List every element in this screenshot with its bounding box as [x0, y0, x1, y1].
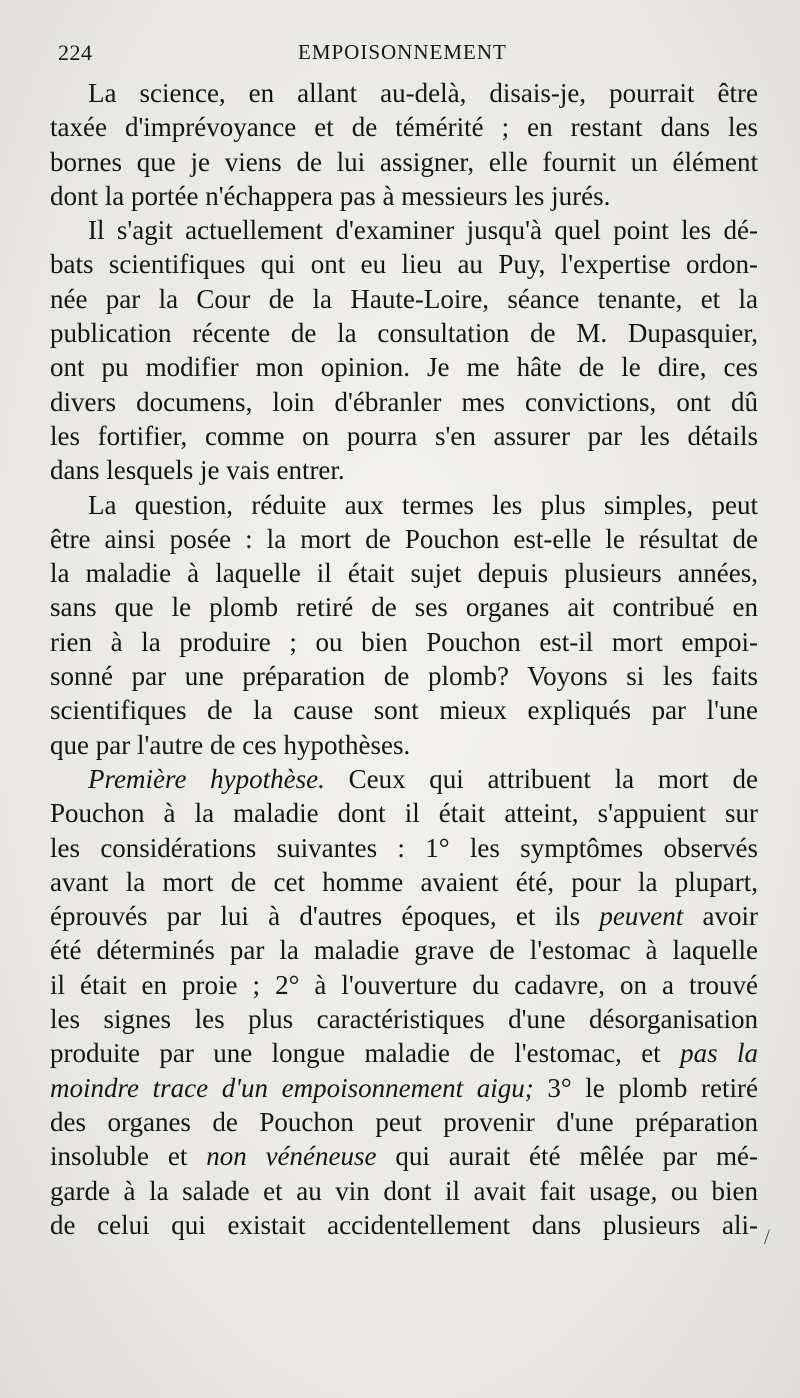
text-line: être ainsi posée : la mort de Pouchon est-elle le résultat de — [50, 523, 758, 554]
text-line: la maladie à laquelle il était sujet depuis plusieurs années, — [50, 558, 758, 589]
text-line: les considérations suivantes : 1° les symptômes observés — [50, 832, 758, 863]
text-fragment: avoir — [702, 901, 759, 932]
text-line: née par la Cour de la Haute-Loire, séance tenante, et la — [50, 283, 758, 314]
text-line: publication récente de la consultation de M. Dupasquier, — [50, 318, 758, 349]
text-fragment: produite par une longue maladie de l'estomac, et — [50, 1038, 661, 1069]
text-line — [50, 762, 758, 796]
text-line — [50, 899, 758, 933]
text-line: scientifiques de la cause sont mieux expliqués par l'une — [50, 695, 758, 726]
text-line: des organes de Pouchon peut provenir d'une préparation — [50, 1106, 758, 1137]
text-line: de celui qui existait accidentellement dans plusieurs ali- — [50, 1209, 758, 1240]
text-line: bornes que je viens de lui assigner, elle fournit un élément — [50, 146, 758, 177]
text-line: divers documens, loin d'ébranler mes convictions, ont dû — [50, 386, 758, 417]
text-line: les fortifier, comme on pourra s'en assurer par les détails — [50, 420, 758, 451]
running-head — [58, 40, 760, 70]
text-line: bats scientifiques qui ont eu lieu au Puy, l'expertise ordon- — [50, 249, 758, 280]
text-line: ont pu modifier mon opinion. Je me hâte de le dire, ces — [50, 352, 758, 383]
text-line: dans lesquels je vais entrer. — [50, 455, 345, 486]
text-line: que par l'autre de ces hypothèses. — [50, 729, 411, 760]
text-fragment: Ceux qui attribuent la mort de — [348, 763, 758, 794]
text-line: La science, en allant au-delà, disais-je, pourrait être — [88, 78, 758, 108]
text-fragment: qui aurait été mêlée par mé- — [395, 1141, 758, 1172]
text-line: La question, réduite aux termes les plus simples, peut — [88, 489, 758, 520]
text-line — [50, 1071, 758, 1105]
margin-mark: / — [763, 1224, 770, 1249]
text-line: avant la mort de cet homme avaient été, pour la plupart, — [50, 866, 758, 897]
emphasis-text: moindre trace d'un empoisonnement aigu; — [50, 1072, 534, 1103]
body-text — [50, 76, 758, 1242]
text-line: dont la portée n'échappera pas à messieurs les jurés. — [50, 180, 611, 211]
text-line: Il s'agit actuellement d'examiner jusqu'à quel point les dé- — [88, 215, 758, 246]
emphasis-text: peuvent — [599, 901, 684, 932]
text-line: Pouchon à la maladie dont il était atteint, s'appuient sur — [50, 798, 758, 829]
text-fragment: insoluble et — [50, 1141, 188, 1172]
emphasis-text: pas la — [680, 1038, 758, 1069]
section-heading: Première hypothèse. — [88, 763, 325, 794]
text-line: sans que le plomb retiré de ses organes ait contribué en — [50, 592, 758, 623]
text-line — [50, 1139, 758, 1173]
text-line — [50, 1036, 758, 1070]
text-line: sonné par une préparation de plomb? Voyons si les faits — [50, 661, 758, 692]
text-line: été déterminés par la maladie grave de l'estomac à laquelle — [50, 935, 758, 966]
text-line: les signes les plus caractéristiques d'une désorganisation — [50, 1004, 758, 1035]
running-title: EMPOISONNEMENT — [298, 40, 507, 64]
emphasis-text: non vénéneuse — [206, 1141, 377, 1172]
text-line: rien à la produire ; ou bien Pouchon est-il mort empoi- — [50, 626, 758, 657]
text-line: taxée d'imprévoyance et de témérité ; en restant dans les — [50, 112, 758, 143]
text-fragment: éprouvés par lui à d'autres époques, et ils — [50, 901, 581, 932]
text-line: il était en proie ; 2° à l'ouverture du cadavre, on a trouvé — [50, 969, 758, 1000]
text-line: garde à la salade et au vin dont il avait fait usage, ou bien — [50, 1175, 758, 1206]
page-number: 224 — [58, 40, 93, 65]
text-fragment: 3° le plomb retiré — [547, 1072, 758, 1103]
